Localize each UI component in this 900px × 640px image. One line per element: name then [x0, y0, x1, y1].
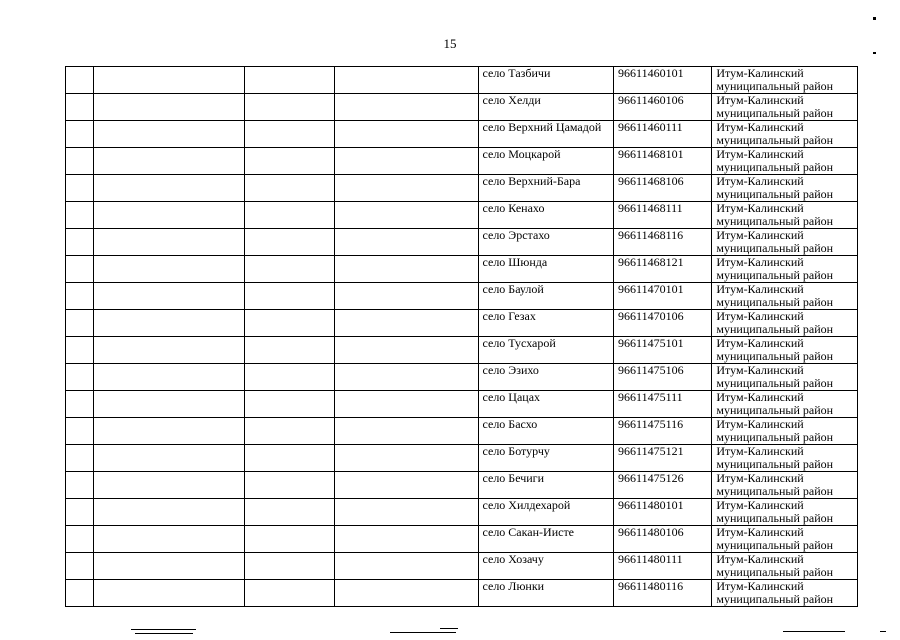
- empty-cell: [94, 229, 245, 256]
- table-row: [66, 337, 858, 364]
- table-row: [66, 418, 858, 445]
- empty-cell: [244, 121, 334, 148]
- settlement-cell: село Гезах: [478, 310, 614, 337]
- oktmo-code-cell: 96611468121: [614, 256, 712, 283]
- empty-cell: [66, 418, 94, 445]
- footer-line-left: [131, 629, 196, 630]
- district-cell: Итум-Калинский муниципальный район: [712, 229, 858, 256]
- empty-cell: [66, 445, 94, 472]
- district-cell: Итум-Калинский муниципальный район: [712, 337, 858, 364]
- table-row: [66, 202, 858, 229]
- table-row: [66, 67, 858, 94]
- oktmo-code-cell: 96611475126: [614, 472, 712, 499]
- district-cell: Итум-Калинский муниципальный район: [712, 175, 858, 202]
- footer-line-right: [783, 631, 845, 632]
- empty-cell: [94, 580, 245, 607]
- district-cell: Итум-Калинский муниципальный район: [712, 553, 858, 580]
- table-row: [66, 526, 858, 553]
- district-cell: Итум-Калинский муниципальный район: [712, 391, 858, 418]
- table-row: [66, 553, 858, 580]
- district-cell: Итум-Калинский муниципальный район: [712, 445, 858, 472]
- empty-cell: [244, 283, 334, 310]
- empty-cell: [244, 175, 334, 202]
- settlement-cell: село Хилдехарой: [478, 499, 614, 526]
- empty-cell: [334, 499, 478, 526]
- empty-cell: [66, 337, 94, 364]
- empty-cell: [94, 283, 245, 310]
- empty-cell: [334, 202, 478, 229]
- empty-cell: [94, 553, 245, 580]
- empty-cell: [244, 202, 334, 229]
- empty-cell: [94, 256, 245, 283]
- empty-cell: [66, 175, 94, 202]
- district-cell: Итум-Калинский муниципальный район: [712, 256, 858, 283]
- empty-cell: [244, 472, 334, 499]
- table-row: [66, 121, 858, 148]
- empty-cell: [244, 148, 334, 175]
- district-cell: Итум-Калинский муниципальный район: [712, 472, 858, 499]
- settlement-cell: село Баулой: [478, 283, 614, 310]
- empty-cell: [334, 418, 478, 445]
- empty-cell: [334, 256, 478, 283]
- footer-line-left-short: [135, 633, 193, 634]
- page-number: 15: [443, 36, 457, 51]
- empty-cell: [66, 553, 94, 580]
- table-row: [66, 229, 858, 256]
- settlement-cell: село Эзихо: [478, 364, 614, 391]
- empty-cell: [334, 121, 478, 148]
- empty-cell: [334, 526, 478, 553]
- empty-cell: [334, 391, 478, 418]
- oktmo-code-cell: 96611475121: [614, 445, 712, 472]
- empty-cell: [94, 202, 245, 229]
- district-cell: Итум-Калинский муниципальный район: [712, 283, 858, 310]
- oktmo-code-cell: 96611470106: [614, 310, 712, 337]
- table-row: [66, 310, 858, 337]
- oktmo-code-cell: 96611475101: [614, 337, 712, 364]
- empty-cell: [66, 580, 94, 607]
- empty-cell: [66, 310, 94, 337]
- empty-cell: [94, 499, 245, 526]
- empty-cell: [334, 472, 478, 499]
- settlement-cell: село Хозачу: [478, 553, 614, 580]
- oktmo-code-cell: 96611475116: [614, 418, 712, 445]
- settlement-cell: село Моцкарой: [478, 148, 614, 175]
- empty-cell: [94, 337, 245, 364]
- empty-cell: [94, 526, 245, 553]
- empty-cell: [66, 67, 94, 94]
- empty-cell: [66, 121, 94, 148]
- district-cell: Итум-Калинский муниципальный район: [712, 67, 858, 94]
- table-row: [66, 94, 858, 121]
- district-cell: Итум-Калинский муниципальный район: [712, 526, 858, 553]
- footer-line-center-short: [440, 628, 458, 629]
- scan-speck: [873, 17, 876, 20]
- empty-cell: [244, 67, 334, 94]
- empty-cell: [94, 67, 245, 94]
- district-cell: Итум-Калинский муниципальный район: [712, 418, 858, 445]
- settlement-cell: село Сакан-Иисте: [478, 526, 614, 553]
- oktmo-code-cell: 96611475106: [614, 364, 712, 391]
- table-row: [66, 283, 858, 310]
- settlement-cell: село Басхо: [478, 418, 614, 445]
- empty-cell: [244, 445, 334, 472]
- district-cell: Итум-Калинский муниципальный район: [712, 148, 858, 175]
- empty-cell: [66, 472, 94, 499]
- settlement-cell: село Верхний-Бара: [478, 175, 614, 202]
- settlement-cell: село Цацах: [478, 391, 614, 418]
- scan-speck: [880, 631, 886, 632]
- empty-cell: [66, 148, 94, 175]
- district-cell: Итум-Калинский муниципальный район: [712, 202, 858, 229]
- empty-cell: [66, 364, 94, 391]
- empty-cell: [94, 472, 245, 499]
- empty-cell: [94, 94, 245, 121]
- empty-cell: [244, 364, 334, 391]
- empty-cell: [334, 553, 478, 580]
- table-row: [66, 175, 858, 202]
- oktmo-code-cell: 96611460111: [614, 121, 712, 148]
- table-row: [66, 148, 858, 175]
- settlement-cell: село Кенахо: [478, 202, 614, 229]
- empty-cell: [244, 580, 334, 607]
- oktmo-code-cell: 96611480101: [614, 499, 712, 526]
- district-cell: Итум-Калинский муниципальный район: [712, 580, 858, 607]
- empty-cell: [244, 418, 334, 445]
- table-body: [66, 67, 858, 607]
- settlement-cell: село Шюнда: [478, 256, 614, 283]
- settlement-table: [65, 66, 858, 607]
- district-cell: Итум-Калинский муниципальный район: [712, 364, 858, 391]
- empty-cell: [244, 526, 334, 553]
- empty-cell: [66, 499, 94, 526]
- settlement-cell: село Верхний Цамадой: [478, 121, 614, 148]
- oktmo-code-cell: 96611468116: [614, 229, 712, 256]
- empty-cell: [244, 337, 334, 364]
- district-cell: Итум-Калинский муниципальный район: [712, 94, 858, 121]
- empty-cell: [66, 283, 94, 310]
- empty-cell: [334, 148, 478, 175]
- empty-cell: [94, 364, 245, 391]
- empty-cell: [244, 94, 334, 121]
- oktmo-code-cell: 96611460106: [614, 94, 712, 121]
- table-row: [66, 256, 858, 283]
- empty-cell: [94, 310, 245, 337]
- oktmo-code-cell: 96611468101: [614, 148, 712, 175]
- empty-cell: [334, 283, 478, 310]
- settlement-cell: село Ботурчу: [478, 445, 614, 472]
- empty-cell: [334, 67, 478, 94]
- settlement-cell: село Тусхарой: [478, 337, 614, 364]
- table-row: [66, 445, 858, 472]
- table-row: [66, 391, 858, 418]
- settlement-cell: село Бечиги: [478, 472, 614, 499]
- empty-cell: [94, 121, 245, 148]
- empty-cell: [334, 445, 478, 472]
- table-row: [66, 472, 858, 499]
- table-row: [66, 499, 858, 526]
- oktmo-code-cell: 96611468111: [614, 202, 712, 229]
- empty-cell: [94, 418, 245, 445]
- empty-cell: [244, 310, 334, 337]
- empty-cell: [66, 526, 94, 553]
- empty-cell: [244, 256, 334, 283]
- oktmo-code-cell: 96611480116: [614, 580, 712, 607]
- settlement-cell: село Эрстахо: [478, 229, 614, 256]
- empty-cell: [66, 94, 94, 121]
- empty-cell: [244, 499, 334, 526]
- table-row: [66, 580, 858, 607]
- oktmo-code-cell: 96611460101: [614, 67, 712, 94]
- oktmo-code-cell: 96611475111: [614, 391, 712, 418]
- settlement-cell: село Тазбичи: [478, 67, 614, 94]
- footer-line-center: [390, 632, 456, 633]
- district-cell: Итум-Калинский муниципальный район: [712, 310, 858, 337]
- empty-cell: [244, 553, 334, 580]
- table-row: [66, 364, 858, 391]
- empty-cell: [334, 310, 478, 337]
- empty-cell: [244, 391, 334, 418]
- empty-cell: [66, 391, 94, 418]
- oktmo-code-cell: 96611480111: [614, 553, 712, 580]
- empty-cell: [334, 580, 478, 607]
- oktmo-code-cell: 96611468106: [614, 175, 712, 202]
- oktmo-code-cell: 96611480106: [614, 526, 712, 553]
- empty-cell: [94, 445, 245, 472]
- district-cell: Итум-Калинский муниципальный район: [712, 121, 858, 148]
- oktmo-code-cell: 96611470101: [614, 283, 712, 310]
- settlement-cell: село Хелди: [478, 94, 614, 121]
- empty-cell: [334, 229, 478, 256]
- empty-cell: [334, 337, 478, 364]
- empty-cell: [94, 391, 245, 418]
- empty-cell: [94, 148, 245, 175]
- empty-cell: [334, 175, 478, 202]
- empty-cell: [66, 202, 94, 229]
- district-cell: Итум-Калинский муниципальный район: [712, 499, 858, 526]
- empty-cell: [66, 256, 94, 283]
- empty-cell: [244, 229, 334, 256]
- scan-speck: [873, 52, 876, 54]
- empty-cell: [334, 364, 478, 391]
- empty-cell: [94, 175, 245, 202]
- settlement-cell: село Люнки: [478, 580, 614, 607]
- empty-cell: [334, 94, 478, 121]
- empty-cell: [66, 229, 94, 256]
